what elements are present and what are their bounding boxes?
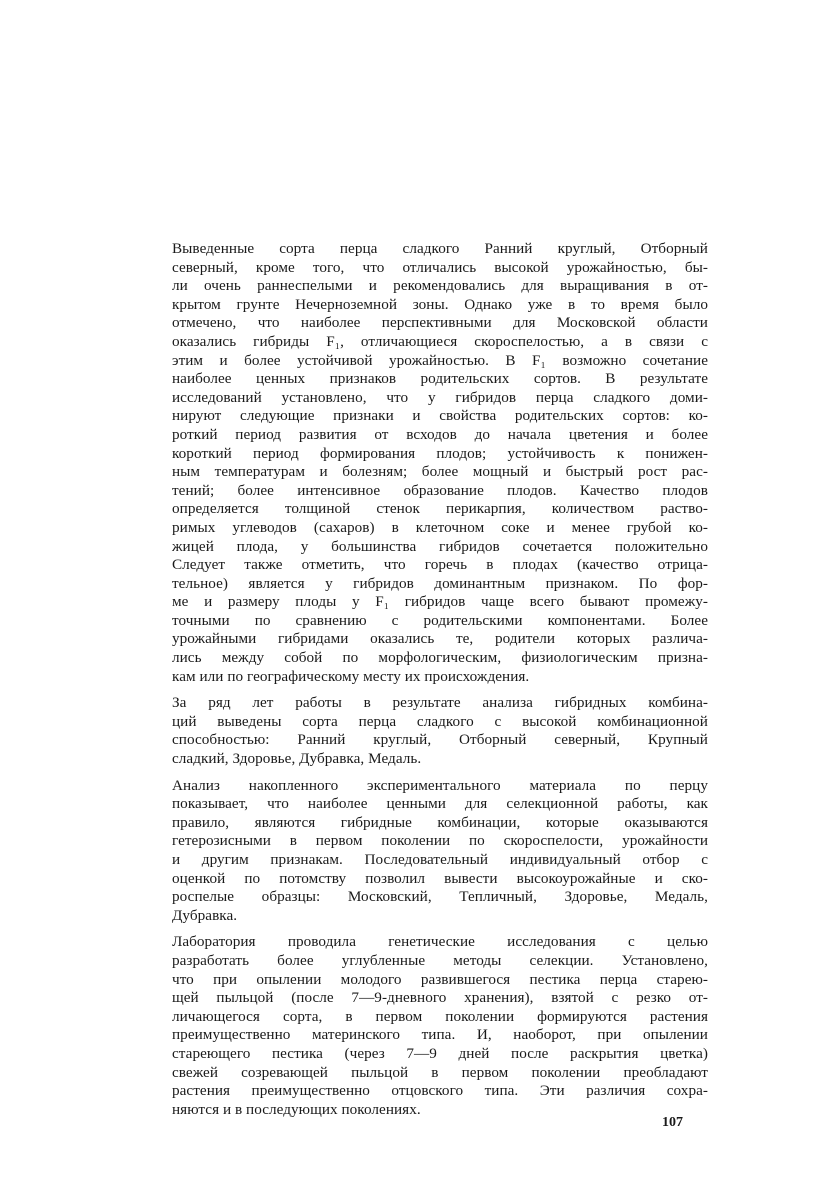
text-line: нируют следующие признаки и свойства родительских сортов: ко- xyxy=(172,407,708,425)
text-line: Выведенные сорта перца сладкого Ранний круглый, Отборный xyxy=(172,240,708,257)
text-line: лись между собой по морфологическим, физиологическим призна- xyxy=(172,649,708,667)
text-line: Дубравка. xyxy=(172,906,238,924)
text-line: растения преимущественно отцовского типа. Эти различия сохра- xyxy=(172,1082,708,1100)
text-line: За ряд лет работы в результате анализа гибридных комбина- xyxy=(172,694,708,712)
text-line: роспелые образцы: Московский, Тепличный, Здоровье, Медаль, xyxy=(172,888,708,906)
text-line: отмечено, что наиболее перспективными для Московской области xyxy=(172,314,708,332)
text-line: преимущественно материнского типа. И, наоборот, при опылении xyxy=(172,1026,708,1044)
text-line: тельное) является у гибридов доминантным признаком. По фор- xyxy=(172,574,708,592)
paragraph-4 xyxy=(172,933,708,1119)
text-line: стареющего пестика (через 7—9 дней после раскрытия цветка) xyxy=(172,1044,708,1062)
text-line: жицей плода, у большинства гибридов сочетается положительно xyxy=(172,537,708,555)
text-line: свежей созревающей пыльцой в первом поколении преобладают xyxy=(172,1063,708,1081)
text-line: способностью: Ранний круглый, Отборный северный, Крупный xyxy=(172,731,708,749)
paragraph-3 xyxy=(172,777,708,926)
text-line: щей пыльцой (после 7—9-дневного хранения), взятой с резко от- xyxy=(172,989,708,1007)
text-line: что при опылении молодого развившегося пестика перца старею- xyxy=(172,970,708,988)
text-line: показывает, что наиболее ценными для селекционной работы, как xyxy=(172,795,708,813)
text-line: ций выведены сорта перца сладкого с высокой комбинационной xyxy=(172,712,708,730)
page-number: 107 xyxy=(662,1115,683,1130)
body-text xyxy=(172,240,708,1127)
text-line: личающегося сорта, в первом поколении формируются растения xyxy=(172,1007,708,1025)
paragraph-1 xyxy=(172,240,708,686)
text-line: кам или по географическому месту их происхождения. xyxy=(172,667,530,685)
paragraph-2 xyxy=(172,694,708,768)
text-line: Анализ накопленного экспериментального материала по перцу xyxy=(172,776,708,794)
text-line: наиболее ценных признаков родительских сортов. В результате xyxy=(172,370,708,388)
text-line: ли очень раннеспелыми и рекомендовались для выращивания в от- xyxy=(172,277,708,295)
text-line: ным температурам и болезням; более мощный и быстрый рост рас- xyxy=(172,463,708,481)
text-line: и другим признакам. Последовательный индивидуальный отбор с xyxy=(172,851,708,868)
text-line: оказались гибриды F₁, отличающиеся скороспелостью, а в связи с xyxy=(172,332,708,350)
text-line: Следует также отметить, что горечь в плодах (качество отрица- xyxy=(172,556,708,574)
text-line: урожайными гибридами оказались те, родители которых различа- xyxy=(172,630,708,648)
text-line: тений; более интенсивное образование плодов. Качество плодов xyxy=(172,481,708,499)
text-line: Лаборатория проводила генетические исследования с целью xyxy=(172,933,708,951)
text-line: римых углеводов (сахаров) в клеточном соке и менее грубой ко- xyxy=(172,518,708,536)
text-line: няются и в последующих поколениях. xyxy=(172,1100,421,1118)
text-line: ме и размеру плоды у F₁ гибридов чаще всего бывают промежу- xyxy=(172,593,708,611)
text-line: северный, кроме того, что отличались высокой урожайностью, бы- xyxy=(172,258,708,276)
text-line: короткий период формирования плодов; устойчивость к понижен- xyxy=(172,444,708,462)
text-line: исследований установлено, что у гибридов перца сладкого доми- xyxy=(172,388,708,406)
text-line: оценкой по потомству позволил вывести высокоурожайные и ско- xyxy=(172,869,708,887)
text-line: роткий период развития от всходов до начала цветения и более xyxy=(172,425,708,443)
text-line: гетерозисными в первом поколении по скороспелости, урожайности xyxy=(172,832,708,850)
text-line: правило, являются гибридные комбинации, которые оказываются xyxy=(172,813,708,831)
text-line: этим и более устойчивой урожайностью. В F₁ возможно сочетание xyxy=(172,351,708,369)
text-line: определяется толщиной стенок перикарпия, количеством раство- xyxy=(172,500,708,518)
text-line: сладкий, Здоровье, Дубравка, Медаль. xyxy=(172,750,422,768)
text-line: крытом грунте Нечерноземной зоны. Однако уже в то время было xyxy=(172,295,708,313)
text-line: разработать более углубленные методы селекции. Установлено, xyxy=(172,951,708,969)
text-line: точными по сравнению с родительскими компонентами. Более xyxy=(172,611,708,629)
